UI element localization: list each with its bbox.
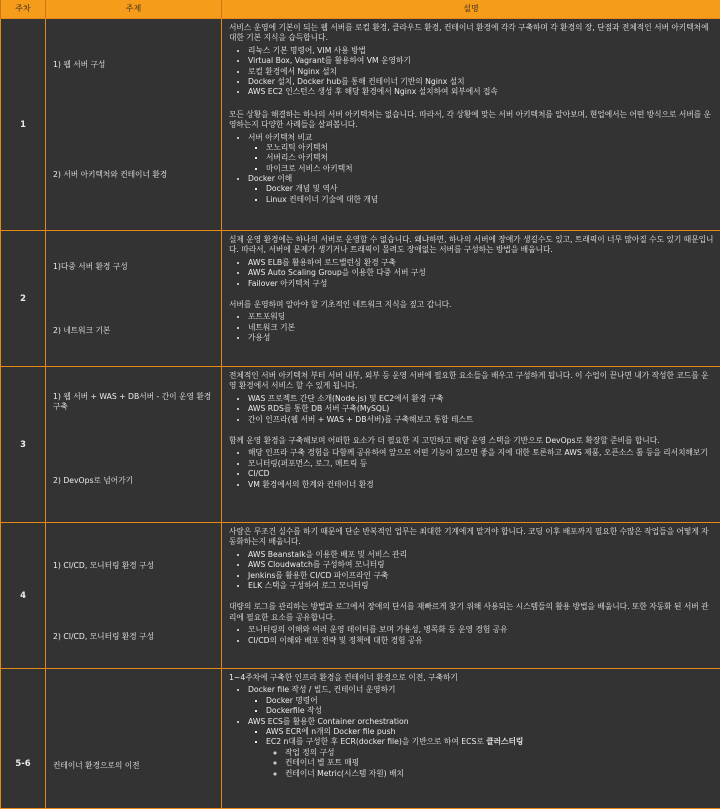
topic-label: 1) 웹 서버 + WAS + DB서버 - 간이 운영 환경 구축 [53, 392, 215, 413]
sub-sub-list-item: ◦ 작업 정의 구성 [285, 748, 714, 758]
description-cell [222, 231, 720, 367]
topic-label: 1)다중 서버 환경 구성 [53, 262, 215, 272]
sub-list-item: ▪ 모노리틱 아키텍처 [266, 143, 714, 153]
description-cell [222, 669, 720, 809]
list-item: • ELK 스택을 구성하여 로그 모니터링 [248, 581, 714, 591]
sub-list-item: ▪ 서버리스 아키텍처 [266, 153, 714, 163]
header-topic: 주제 [46, 0, 222, 19]
topic-label: 컨테이너 환경으로의 이전 [53, 761, 215, 771]
week-cell: 4 [1, 523, 46, 669]
sub-list-item: ▪ Docker 개념 및 역사 [266, 184, 714, 194]
bullet-list [229, 133, 714, 206]
list-item [248, 685, 714, 716]
topic-label: 1) 웹 서버 구성 [53, 60, 215, 70]
bullet-list [229, 685, 714, 779]
sub-list-item-text: EC2 n대를 구성한 후 ECR(docker file)을 기반으로 하여 ECS로 [266, 737, 486, 746]
bullet-list [229, 625, 714, 646]
list-item [248, 133, 714, 175]
list-item-label: AWS ECS를 활용한 Container orchestration [248, 717, 409, 726]
sub-sub-list [266, 748, 714, 779]
topic-cell [46, 669, 222, 809]
description-text: 대량의 로그를 관리하는 방법과 로그에서 장애의 단서를 재빠르게 찾기 위해 사용되는 시스템들의 활용 방법을 배웁니다. 또한 자동화 된 서버 관리에 필요한 요소를 공유합니다. [229, 602, 714, 623]
bullet-list [229, 394, 714, 425]
description-text: 서버를 운영하며 알아야 할 기초적인 네트워크 지식을 짚고 갑니다. [229, 300, 714, 310]
description-text: 1~4주차에 구축한 인프라 환경을 컨테이너 환경으로 이전, 구축하기 [229, 673, 714, 683]
list-item: • AWS Auto Scaling Group을 이용한 다중 서버 구성 [248, 268, 714, 278]
list-item: • 해당 인프라 구축 경험을 다함께 공유하여 앞으로 어떤 기능이 있으면 좋을 지에 대한 토론하고 AWS 제품, 오픈소스 툴 등을 리서치해보기 [248, 448, 714, 458]
bullet-list [229, 448, 714, 490]
table-row [1, 367, 720, 523]
sub-sub-list-item: ◦ 컨테이너 별 포트 매핑 [285, 758, 714, 768]
bullet-list [229, 258, 714, 289]
list-item: • WAS 프로젝트 간단 소개(Node.js) 및 EC2에서 환경 구축 [248, 394, 714, 404]
topic-cell [46, 367, 222, 523]
sub-list-item: ▪ Dockerfile 작성 [266, 706, 714, 716]
bold-keyword: 클러스터링 [486, 737, 523, 746]
list-item: • AWS Cloudwatch를 구성하여 모니터링 [248, 560, 714, 570]
week-cell: 5-6 [1, 669, 46, 809]
list-item: • 모니터링의 이해와 여러 운영 데이터를 보며 가용성, 병목화 등 운영 경험 공유 [248, 625, 714, 635]
list-item: • 리눅스 기본 명령어, VIM 사용 방법 [248, 46, 714, 56]
description-text: 실제 운영 환경에는 하나의 서버로 운영할 수 없습니다. 왜냐하면, 하나의 서버에 장애가 생길수도 있고, 트래픽이 너무 많아질 수도 있기 때문입니다. 따라서, 서버에 문제가 생기거나 트래픽이 몰려도 장애없는 서버를 구성하는 방법을 배웁니다. [229, 235, 714, 256]
sub-list [248, 727, 714, 779]
description-cell [222, 19, 720, 231]
description-text: 함께 운영 환경을 구축해보며 어떠한 요소가 더 필요한 지 고민하고 해당 운영 스택을 기반으로 DevOps로 확장할 준비를 합니다. [229, 436, 714, 446]
sub-list-item: ▪ 마이크로 서비스 아키텍처 [266, 164, 714, 174]
sub-sub-list-item: ◦ 컨테이너 Metric(시스템 자원) 배치 [285, 769, 714, 779]
description-text: 사람은 무조건 실수를 하기 때문에 단순 반복적인 업무는 최대한 기계에게 맡겨야 합니다. 코딩 이후 배포까지 필요한 수많은 작업들을 어떻게 자동화하는지 배웁니다. [229, 527, 714, 548]
week-cell: 3 [1, 367, 46, 523]
topic-label: 2) 서버 아키텍처와 컨테이너 환경 [53, 170, 215, 180]
week-cell: 2 [1, 231, 46, 367]
week-cell: 1 [1, 19, 46, 231]
topic-label: 1) CI/CD, 모니터링 환경 구성 [53, 561, 215, 571]
list-item: • AWS RDS를 통한 DB 서버 구축(MySQL) [248, 404, 714, 414]
topic-label: 2) CI/CD, 모니터링 환경 구성 [53, 632, 215, 642]
description-cell [222, 523, 720, 669]
bullet-list [229, 46, 714, 98]
bullet-list [229, 312, 714, 343]
sub-list-item: ▪ Linux 컨테이너 기술에 대한 개념 [266, 195, 714, 205]
list-item: • AWS EC2 인스턴스 생성 후 해당 환경에서 Nginx 설치하여 외부에서 접속 [248, 87, 714, 97]
list-item: • 포트포워딩 [248, 312, 714, 322]
topic-cell [46, 523, 222, 669]
list-item: • Failover 아키텍처 구성 [248, 279, 714, 289]
list-item: • 간이 인프라(웹 서버 + WAS + DB서버)를 구축해보고 통합 테스트 [248, 415, 714, 425]
list-item: • Jenkins를 활용한 CI/CD 파이프라인 구축 [248, 571, 714, 581]
topic-label: 2) 네트워크 기본 [53, 326, 215, 336]
topic-label: 2) DevOps로 넘어가기 [53, 476, 215, 486]
list-item: • Virtual Box, Vagrant를 활용하여 VM 운영하기 [248, 56, 714, 66]
list-item-label: Docker 이해 [248, 174, 292, 183]
description-text: 전체적인 서버 아키텍처 부터 서버 내부, 외부 등 운영 서버에 필요한 요소들을 배우고 구성하게 됩니다. 이 수업이 끝나면 내가 작성한 코드를 운영 환경에서 서비스 할 수 있게 됩니다. [229, 371, 714, 392]
list-item: • 로컬 환경에서 Nginx 설치 [248, 67, 714, 77]
table-row [1, 669, 720, 809]
list-item [248, 174, 714, 205]
list-item: • Docker 설치, Docker hub를 통해 컨테이너 기반의 Nginx 설치 [248, 77, 714, 87]
description-text: 모든 상황을 해결하는 하나의 서버 아키텍처는 없습니다. 따라서, 각 상황에 맞는 서버 아키텍처를 알아보며, 현업에서는 어떤 방식으로 서버를 운영하는지 다양한 사례들을 살펴봅니다. [229, 110, 714, 131]
bullet-list [229, 550, 714, 592]
sub-list-item [266, 737, 714, 779]
table-row [1, 523, 720, 669]
sub-list [248, 696, 714, 717]
table-row [1, 231, 720, 367]
list-item: • AWS ELB를 활용하여 로드밸런싱 환경 구축 [248, 258, 714, 268]
sub-list [248, 143, 714, 174]
header-description: 설명 [222, 0, 720, 19]
description-cell [222, 367, 720, 523]
list-item: • 모니터링(퍼포먼스, 로그, 메트릭 등 [248, 459, 714, 469]
topic-cell [46, 19, 222, 231]
table-header-row [1, 0, 720, 19]
list-item: • CI/CD의 이해와 배포 전략 및 정책에 대한 경험 공유 [248, 636, 714, 646]
topic-cell [46, 231, 222, 367]
list-item: • 네트워크 기본 [248, 323, 714, 333]
sub-list [248, 184, 714, 205]
table-row [1, 19, 720, 231]
list-item: • VM 환경에서의 한계와 컨테이너 환경 [248, 480, 714, 490]
list-item-label: Docker file 작성 / 빌드, 컨테이너 운영하기 [248, 685, 395, 694]
header-week: 주차 [1, 0, 46, 19]
list-item: • AWS Beanstalk을 이용한 배포 및 서비스 관리 [248, 550, 714, 560]
sub-list-item: ▪ Docker 명령어 [266, 696, 714, 706]
sub-list-item: ▪ AWS ECR에 n개의 Docker file push [266, 727, 714, 737]
list-item [248, 717, 714, 779]
list-item: • 가용성 [248, 333, 714, 343]
description-text: 서비스 운영에 기본이 되는 웹 서버를 로컬 환경, 클라우드 환경, 컨테이너 환경에 각각 구축하며 각 환경의 장, 단점과 전체적인 서버 아키텍처에 대한 기본 지식을 습득합니다. [229, 23, 714, 44]
list-item-label: 서버 아키텍처 비교 [248, 133, 312, 142]
list-item: • CI/CD [248, 469, 714, 479]
